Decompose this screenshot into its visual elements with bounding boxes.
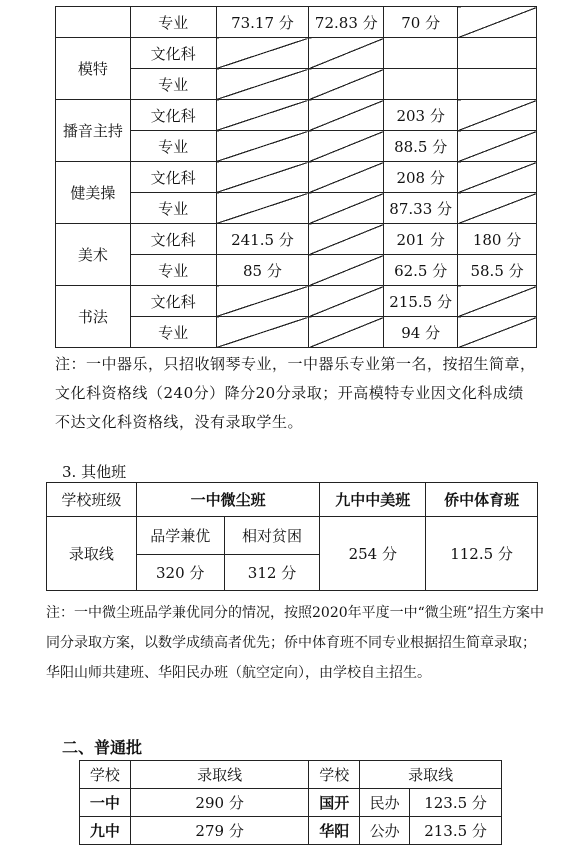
score-cell: 201 分 [384, 224, 458, 255]
subject-cell: 专业 [130, 131, 216, 162]
subject-cell: 专业 [130, 7, 216, 38]
score-cell [216, 69, 309, 100]
score-cell: 58.5 分 [458, 255, 537, 286]
score-cell [458, 193, 537, 224]
line-jiuzhong: 279 分 [130, 817, 309, 845]
subject-cell: 文化科 [130, 286, 216, 317]
school-huayang: 华阳 [309, 817, 360, 845]
score-cell: 203 分 [384, 100, 458, 131]
score-cell: 88.5 分 [384, 131, 458, 162]
score-cell [384, 69, 458, 100]
subject-cell: 专业 [130, 69, 216, 100]
score-cell [458, 162, 537, 193]
art-table-row [56, 224, 537, 255]
score-cell: 241.5 分 [216, 224, 309, 255]
header-yizhong-weichen: 一中微尘班 [136, 483, 320, 517]
score-cell [458, 69, 537, 100]
subject-cell: 文化科 [130, 162, 216, 193]
score-cell [216, 317, 309, 348]
score-cell: 73.17 分 [216, 7, 309, 38]
group-cell: 美术 [56, 224, 131, 286]
score-cell [309, 69, 384, 100]
score-cell: 87.33 分 [384, 193, 458, 224]
sub-header-poverty: 相对贫困 [224, 517, 320, 555]
score-cell [216, 193, 309, 224]
value-qiaozhong: 112.5 分 [426, 517, 538, 591]
art-score-table [55, 6, 537, 348]
art-table-row [56, 38, 537, 69]
subject-cell: 文化科 [130, 100, 216, 131]
art-table-row [56, 162, 537, 193]
header-school-2: 学校 [309, 761, 360, 789]
score-cell [216, 100, 309, 131]
subject-cell: 专业 [130, 193, 216, 224]
score-cell: 215.5 分 [384, 286, 458, 317]
school-guokai: 国开 [309, 789, 360, 817]
group-cell: 播音主持 [56, 100, 131, 162]
regular-batch-table [79, 760, 502, 845]
score-cell [458, 7, 537, 38]
header-line-2: 录取线 [360, 761, 502, 789]
type-huayang: 公办 [360, 817, 410, 845]
school-jiuzhong: 九中 [80, 817, 131, 845]
header-line: 录取线 [130, 761, 309, 789]
line-yizhong: 290 分 [130, 789, 309, 817]
score-cell [458, 38, 537, 69]
subject-cell: 文化科 [130, 38, 216, 69]
header-jiuzhong-zhongmei: 九中中美班 [320, 483, 426, 517]
group-cell: 模特 [56, 38, 131, 100]
score-cell [216, 38, 309, 69]
header-school-level: 学校班级 [47, 483, 137, 517]
art-table-row [56, 286, 537, 317]
value-jiuzhong: 254 分 [320, 517, 426, 591]
score-cell [309, 38, 384, 69]
score-cell [458, 317, 537, 348]
score-cell [309, 131, 384, 162]
group-cell: 书法 [56, 286, 131, 348]
type-guokai: 民办 [360, 789, 410, 817]
subject-cell: 专业 [130, 317, 216, 348]
art-note: 注：一中器乐，只招收钢琴专业，一中器乐专业第一名，按招生简章，文化科资格线（240分）降分20分录取；开高模特专业因文化科成绩不达文化科资格线，没有录取学生。 [55, 355, 536, 431]
score-cell [384, 38, 458, 69]
score-cell: 85 分 [216, 255, 309, 286]
score-cell: 94 分 [384, 317, 458, 348]
section-regular-batch-title: 二、普通批 [62, 738, 143, 757]
line-huayang: 213.5 分 [410, 817, 502, 845]
art-table-row [56, 100, 537, 131]
score-cell [458, 131, 537, 162]
header-school: 学校 [80, 761, 131, 789]
score-cell: 72.83 分 [309, 7, 384, 38]
line-guokai: 123.5 分 [410, 789, 502, 817]
group-cell: 健美操 [56, 162, 131, 224]
header-qiaozhong-tiyu: 侨中体育班 [426, 483, 538, 517]
section-other-classes-title: 3. 其他班 [62, 463, 127, 481]
score-cell [309, 162, 384, 193]
score-cell [309, 224, 384, 255]
score-cell: 70 分 [384, 7, 458, 38]
score-cell [216, 286, 309, 317]
value-excellent: 320 分 [136, 555, 224, 591]
art-table-row [56, 7, 537, 38]
score-cell [309, 255, 384, 286]
sub-header-excellent: 品学兼优 [136, 517, 224, 555]
row-label-admission-line: 录取线 [47, 517, 137, 591]
subject-cell: 专业 [130, 255, 216, 286]
group-cell [56, 7, 131, 38]
score-cell [216, 162, 309, 193]
score-cell [309, 100, 384, 131]
other-classes-note: 注：一中微尘班品学兼优同分的情况，按照2020年平度一中“微尘班”招生方案中同分录取方案，以数学成绩高者优先；侨中体育班不同专业根据招生简章录取；华阳山师共建班、华阳民办班（航空定向），由学校自主招生。 [46, 605, 544, 681]
score-cell [309, 193, 384, 224]
score-cell [309, 317, 384, 348]
other-classes-table [46, 482, 538, 591]
score-cell [458, 286, 537, 317]
score-cell [216, 131, 309, 162]
subject-cell: 文化科 [130, 224, 216, 255]
score-cell [458, 100, 537, 131]
value-poverty: 312 分 [224, 555, 320, 591]
score-cell: 180 分 [458, 224, 537, 255]
score-cell: 208 分 [384, 162, 458, 193]
score-cell: 62.5 分 [384, 255, 458, 286]
school-yizhong: 一中 [80, 789, 131, 817]
score-cell [309, 286, 384, 317]
